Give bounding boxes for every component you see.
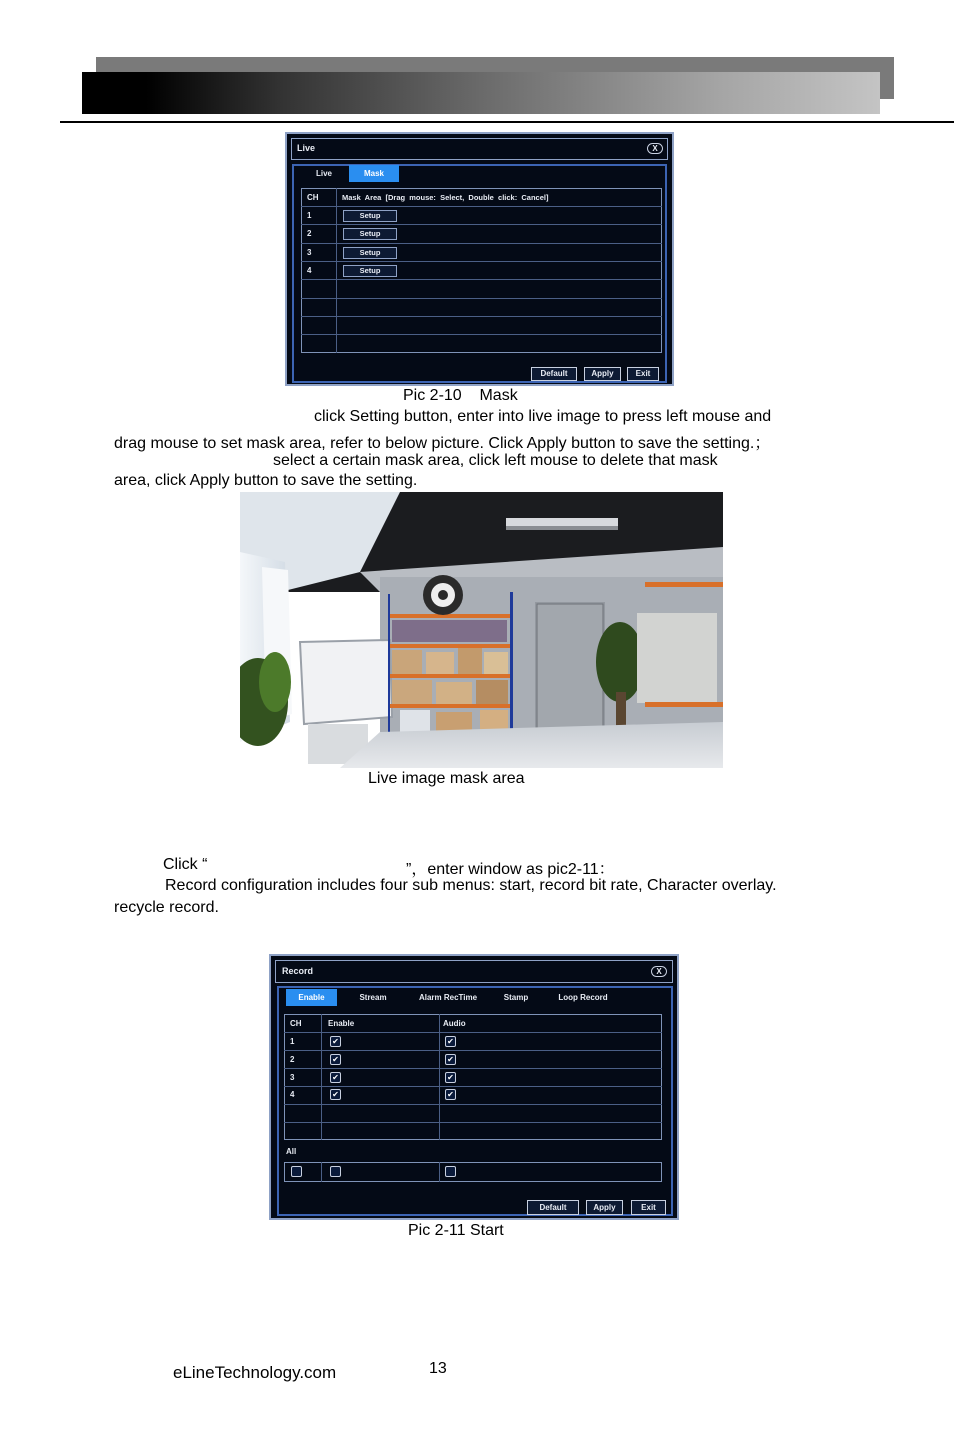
default-button[interactable]: Default	[531, 367, 577, 381]
header-rule	[60, 121, 954, 123]
row-divider	[301, 261, 662, 262]
row-divider	[284, 1104, 662, 1105]
table-row-ch: 4	[290, 1090, 295, 1099]
column-divider	[321, 1162, 322, 1182]
setup-button[interactable]: Setup	[343, 265, 397, 277]
paragraph-line: recycle record.	[114, 899, 219, 916]
row-divider	[284, 1122, 662, 1123]
setup-button[interactable]: Setup	[343, 247, 397, 259]
row-divider	[301, 243, 662, 244]
paragraph-click-close: ”，enter window as pic2-11：	[406, 861, 615, 878]
apply-button[interactable]: Apply	[586, 1200, 623, 1215]
default-button[interactable]: Default	[527, 1200, 579, 1215]
table-row-ch: 3	[290, 1073, 295, 1082]
column-header-ch: CH	[307, 193, 319, 202]
tab-live[interactable]: Live	[315, 169, 332, 178]
apply-button[interactable]: Apply	[584, 367, 621, 381]
row-divider	[301, 316, 662, 317]
paragraph-click-open: Click “	[163, 856, 208, 873]
row-divider	[301, 298, 662, 299]
tab-stamp[interactable]: Stamp	[503, 993, 529, 1002]
mask-dialog-titlebar	[291, 138, 668, 160]
table-row-ch: 3	[307, 248, 312, 257]
tab-enable[interactable]: Enable	[286, 989, 337, 1006]
footer-website: eLineTechnology.com	[173, 1363, 337, 1382]
row-divider	[301, 224, 662, 225]
enable-checkbox[interactable]: ✔	[330, 1072, 341, 1083]
caption-pic-2-10: Pic 2-10 Mask	[403, 387, 518, 404]
paragraph-line: click Setting button, enter into live image to press left mouse and	[314, 408, 772, 425]
paragraph-line: area, click Apply button to save the setting.	[114, 472, 418, 489]
row-divider	[301, 334, 662, 335]
row-divider	[301, 206, 662, 207]
record-dialog-titlebar	[275, 960, 673, 983]
column-divider	[336, 188, 337, 353]
row-divider	[301, 279, 662, 280]
column-header-ch: CH	[290, 1019, 302, 1028]
all-label: All	[286, 1147, 297, 1156]
all-enable-checkbox[interactable]	[330, 1166, 341, 1177]
record-dialog	[269, 954, 679, 1220]
audio-checkbox[interactable]: ✔	[445, 1036, 456, 1047]
setup-button[interactable]: Setup	[343, 228, 397, 240]
table-row-ch: 2	[290, 1055, 295, 1064]
tab-mask[interactable]: Mask	[349, 165, 399, 182]
enable-checkbox[interactable]: ✔	[330, 1054, 341, 1065]
exit-button[interactable]: Exit	[631, 1200, 666, 1215]
row-divider	[284, 1032, 662, 1033]
mask-dialog	[285, 132, 674, 386]
close-icon[interactable]: X	[647, 143, 663, 154]
caption-pic-2-11: Pic 2-11 Start	[408, 1222, 504, 1239]
column-divider	[439, 1162, 440, 1182]
table-row-ch: 1	[290, 1037, 295, 1046]
header-bar-gradient	[82, 72, 880, 114]
column-header-enable: Enable	[328, 1019, 355, 1028]
enable-checkbox[interactable]: ✔	[330, 1036, 341, 1047]
close-icon[interactable]: X	[651, 966, 667, 977]
tab-stream[interactable]: Stream	[359, 993, 387, 1002]
page-number: 13	[429, 1360, 447, 1377]
audio-checkbox[interactable]: ✔	[445, 1054, 456, 1065]
paragraph-line: Record configuration includes four sub menus: start, record bit rate, Character overlay.	[165, 877, 777, 894]
row-divider	[284, 1050, 662, 1051]
table-row-ch: 4	[307, 266, 312, 275]
tab-alarm-rectime[interactable]: Alarm RecTime	[418, 993, 478, 1002]
all-audio-checkbox[interactable]	[445, 1166, 456, 1177]
table-row-ch: 2	[307, 229, 312, 238]
paragraph-line: drag mouse to set mask area, refer to below picture. Click Apply button to save the setting.；	[114, 435, 771, 452]
row-divider	[284, 1068, 662, 1069]
column-header-mask-area: Mask Area [Drag mouse: Select, Double click: Cancel]	[342, 193, 549, 202]
audio-checkbox[interactable]: ✔	[445, 1072, 456, 1083]
enable-checkbox[interactable]: ✔	[330, 1089, 341, 1100]
tab-loop-record[interactable]: Loop Record	[558, 993, 608, 1002]
table-row-ch: 1	[307, 211, 312, 220]
all-ch-checkbox[interactable]	[291, 1166, 302, 1177]
mask-dialog-title: Live	[297, 143, 316, 153]
setup-button[interactable]: Setup	[343, 210, 397, 222]
column-header-audio: Audio	[443, 1019, 466, 1028]
caption-live-image-mask-area: Live image mask area	[368, 770, 525, 787]
row-divider	[284, 1086, 662, 1087]
record-dialog-title: Record	[282, 966, 314, 976]
paragraph-line: select a certain mask area, click left mouse to delete that mask	[273, 452, 718, 469]
audio-checkbox[interactable]: ✔	[445, 1089, 456, 1100]
live-image-photo	[240, 492, 723, 768]
exit-button[interactable]: Exit	[627, 367, 659, 381]
